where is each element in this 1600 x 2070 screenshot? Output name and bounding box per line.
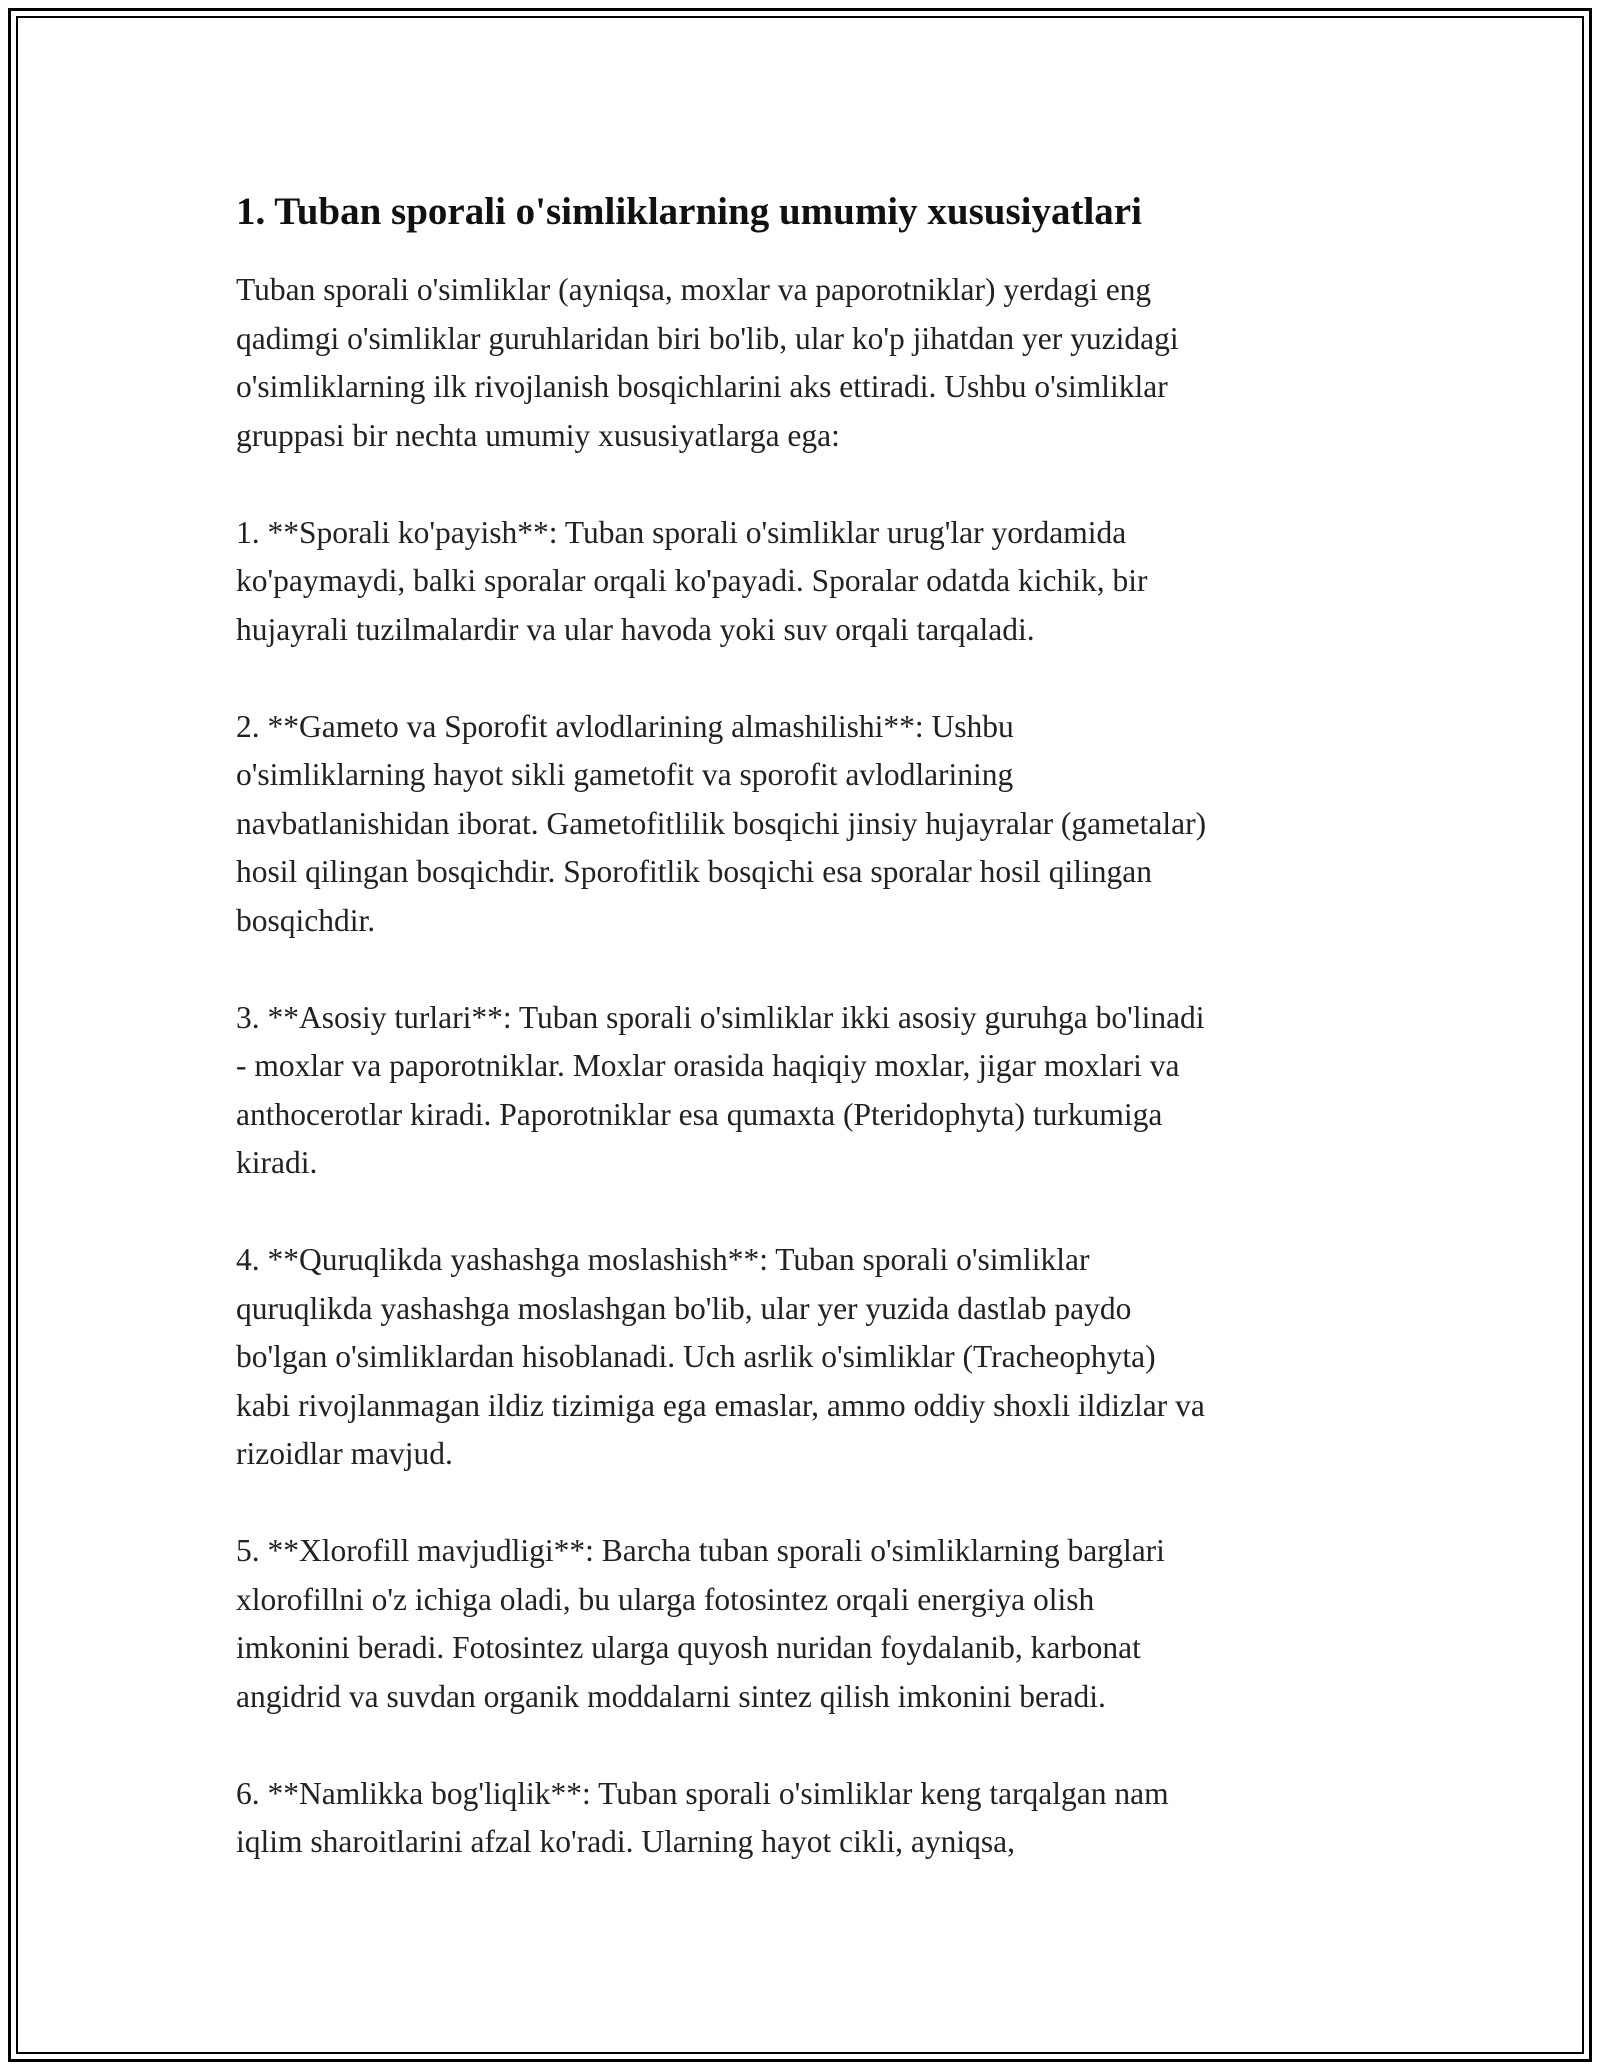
- document-body: [236, 184, 1366, 1915]
- list-item-quruqlikda-yashash: 4. **Quruqlikda yashashga moslashish**: Tuban sporali o'simliklar quruqlikda yashashga moslashgan bo'lib, ular yer yuzida dastlab paydo bo'lgan o'simliklardan hisoblanadi. Uch asrlik o'simliklar (Tracheophyta) kabi rivojlanmagan ildiz tizimiga ega emaslar, ammo oddiy shoxli ildizlar va rizoidlar mavjud.: [236, 1242, 1205, 1471]
- section-heading: 1. Tuban sporali o'simliklarning umumiy xususiyatlari: [236, 190, 1142, 233]
- intro-paragraph: Tuban sporali o'simliklar (ayniqsa, moxlar va paporotniklar) yerdagi eng qadimgi o'simliklar guruhlaridan biri bo'lib, ular ko'p jihatdan yer yuzidagi o'simliklarning ilk rivojlanish bosqichlarini aks ettiradi. Ushbu o'simliklar gruppasi bir nechta umumiy xususiyatlarga ega:: [236, 272, 1179, 453]
- list-item-asosiy-turlari: 3. **Asosiy turlari**: Tuban sporali o'simliklar ikki asosiy guruhga bo'linadi - moxlar va paporotniklar. Moxlar orasida haqiqiy moxlar, jigar moxlari va anthocerotlar kiradi. Paporotniklar esa qumaxta (Pteridophyta) turkumiga kiradi.: [236, 999, 1205, 1180]
- list-item-xlorofill: 5. **Xlorofill mavjudligi**: Barcha tuban sporali o'simliklarning barglari xlorofillni o'z ichiga oladi, bu ularga fotosintez orqali energiya olish imkonini beradi. Fotosintez ularga quyosh nuridan foydalanib, karbonat angidrid va suvdan organik moddalarni sintez qilish imkonini beradi.: [236, 1533, 1165, 1714]
- list-item-avlodlar-almashilishi: 2. **Gameto va Sporofit avlodlarining almashilishi**: Ushbu o'simliklarning hayot sikli gametofit va sporofit avlodlarining navbatlanishidan iborat. Gametofitlilik bosqichi jinsiy hujayralar (gametalar) hosil qilingan bosqichdir. Sporofitlik bosqichi esa sporalar hosil qilingan bosqichdir.: [236, 708, 1207, 938]
- list-item-sporali-kopayish: 1. **Sporali ko'payish**: Tuban sporali o'simliklar urug'lar yordamida ko'paymaydi, balki sporalar orqali ko'payadi. Sporalar odatda kichik, bir hujayrali tuzilmalardir va ular havoda yoki suv orqali tarqaladi.: [236, 514, 1148, 647]
- list-item-namlikka-bogliqlik: 6. **Namlikka bog'liqlik**: Tuban sporali o'simliklar keng tarqalgan nam iqlim sharoitlarini afzal ko'radi. Ularning hayot cikli, ayniqsa,: [236, 1775, 1169, 1859]
